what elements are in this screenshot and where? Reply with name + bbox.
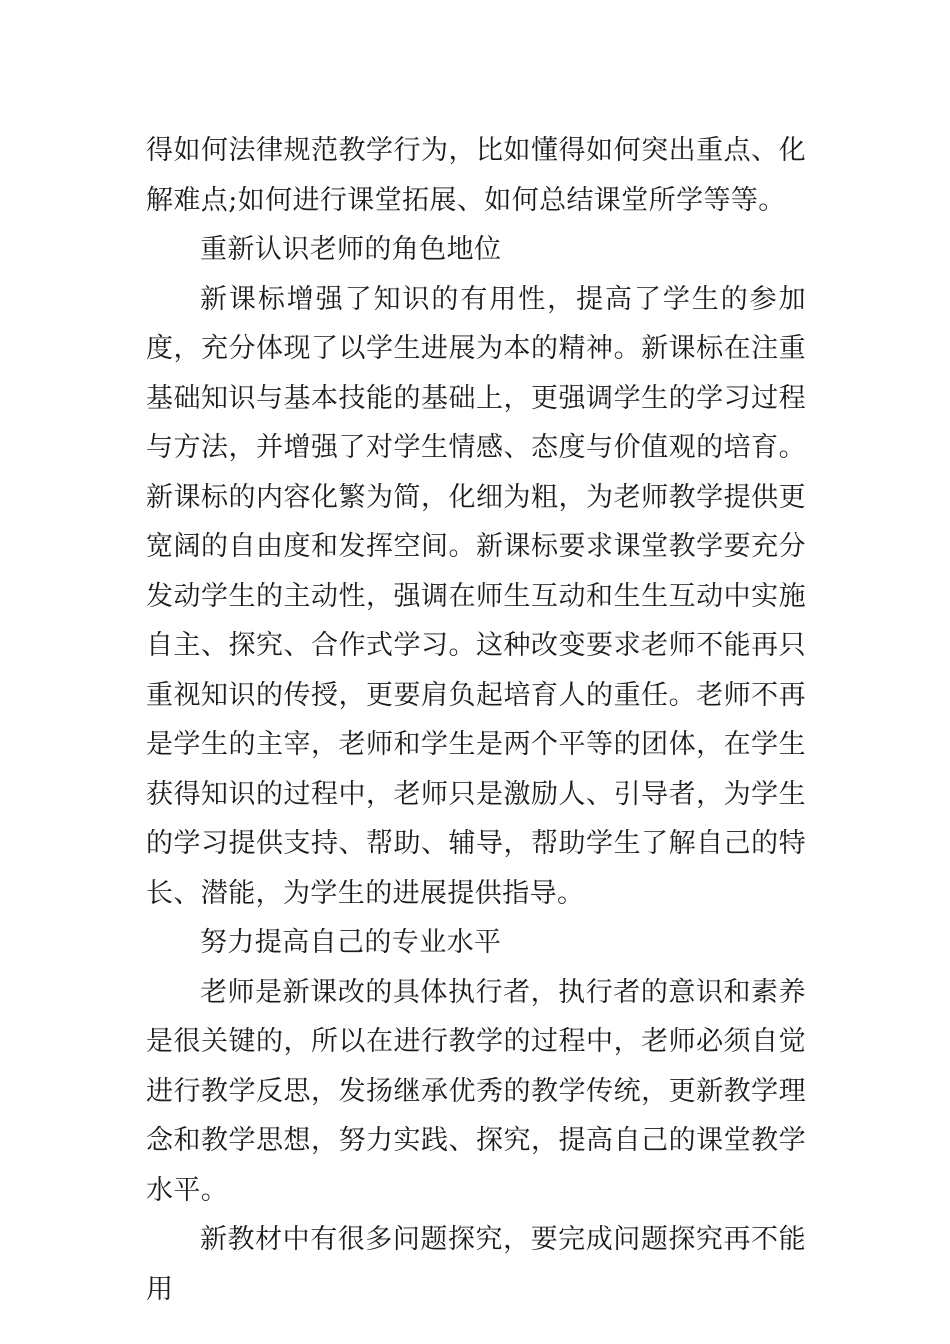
- section-heading-teacher-role: 重新认识老师的角色地位: [200, 234, 502, 265]
- paragraph-teacher-executor: 老师是新课改的具体执行者，执行者的意识和素养是很关键的，所以在进行教学的过程中，老师必须自觉进行教学反思，发扬继承优秀的教学传统，更新教学理念和教学思想，努力实践、探究，提高自己的课堂教学水平。: [146, 976, 806, 1206]
- paragraph-new-textbook: 新教材中有很多问题探究，要完成问题探究再不能用: [146, 1224, 806, 1305]
- paragraph-new-curriculum: 新课标增强了知识的有用性，提高了学生的参加度，充分体现了以学生进展为本的精神。新课标在注重基础知识与基本技能的基础上，更强调学生的学习过程与方法，并增强了对学生情感、态度与价值观的培育。新课标的内容化繁为简，化细为粗，为老师教学提供更宽阔的自由度和发挥空间。新课标要求课堂教学要充分发动学生的主动性，强调在师生互动和生生互动中实施自主、探究、合作式学习。这种改变要求老师不能再只重视知识的传授，更要肩负起培育人的重任。老师不再是学生的主宰，老师和学生是两个平等的团体，在学生获得知识的过程中，老师只是激励人、引导者，为学生的学习提供支持、帮助、辅导，帮助学生了解自己的特长、潜能，为学生的进展提供指导。: [146, 283, 806, 909]
- document-body: [146, 126, 806, 1314]
- paragraph-continuation: 得如何法律规范教学行为，比如懂得如何突出重点、化解难点;如何进行课堂拓展、如何总结课堂所学等等。: [146, 135, 806, 216]
- section-heading-professional-level: 努力提高自己的专业水平: [200, 927, 502, 958]
